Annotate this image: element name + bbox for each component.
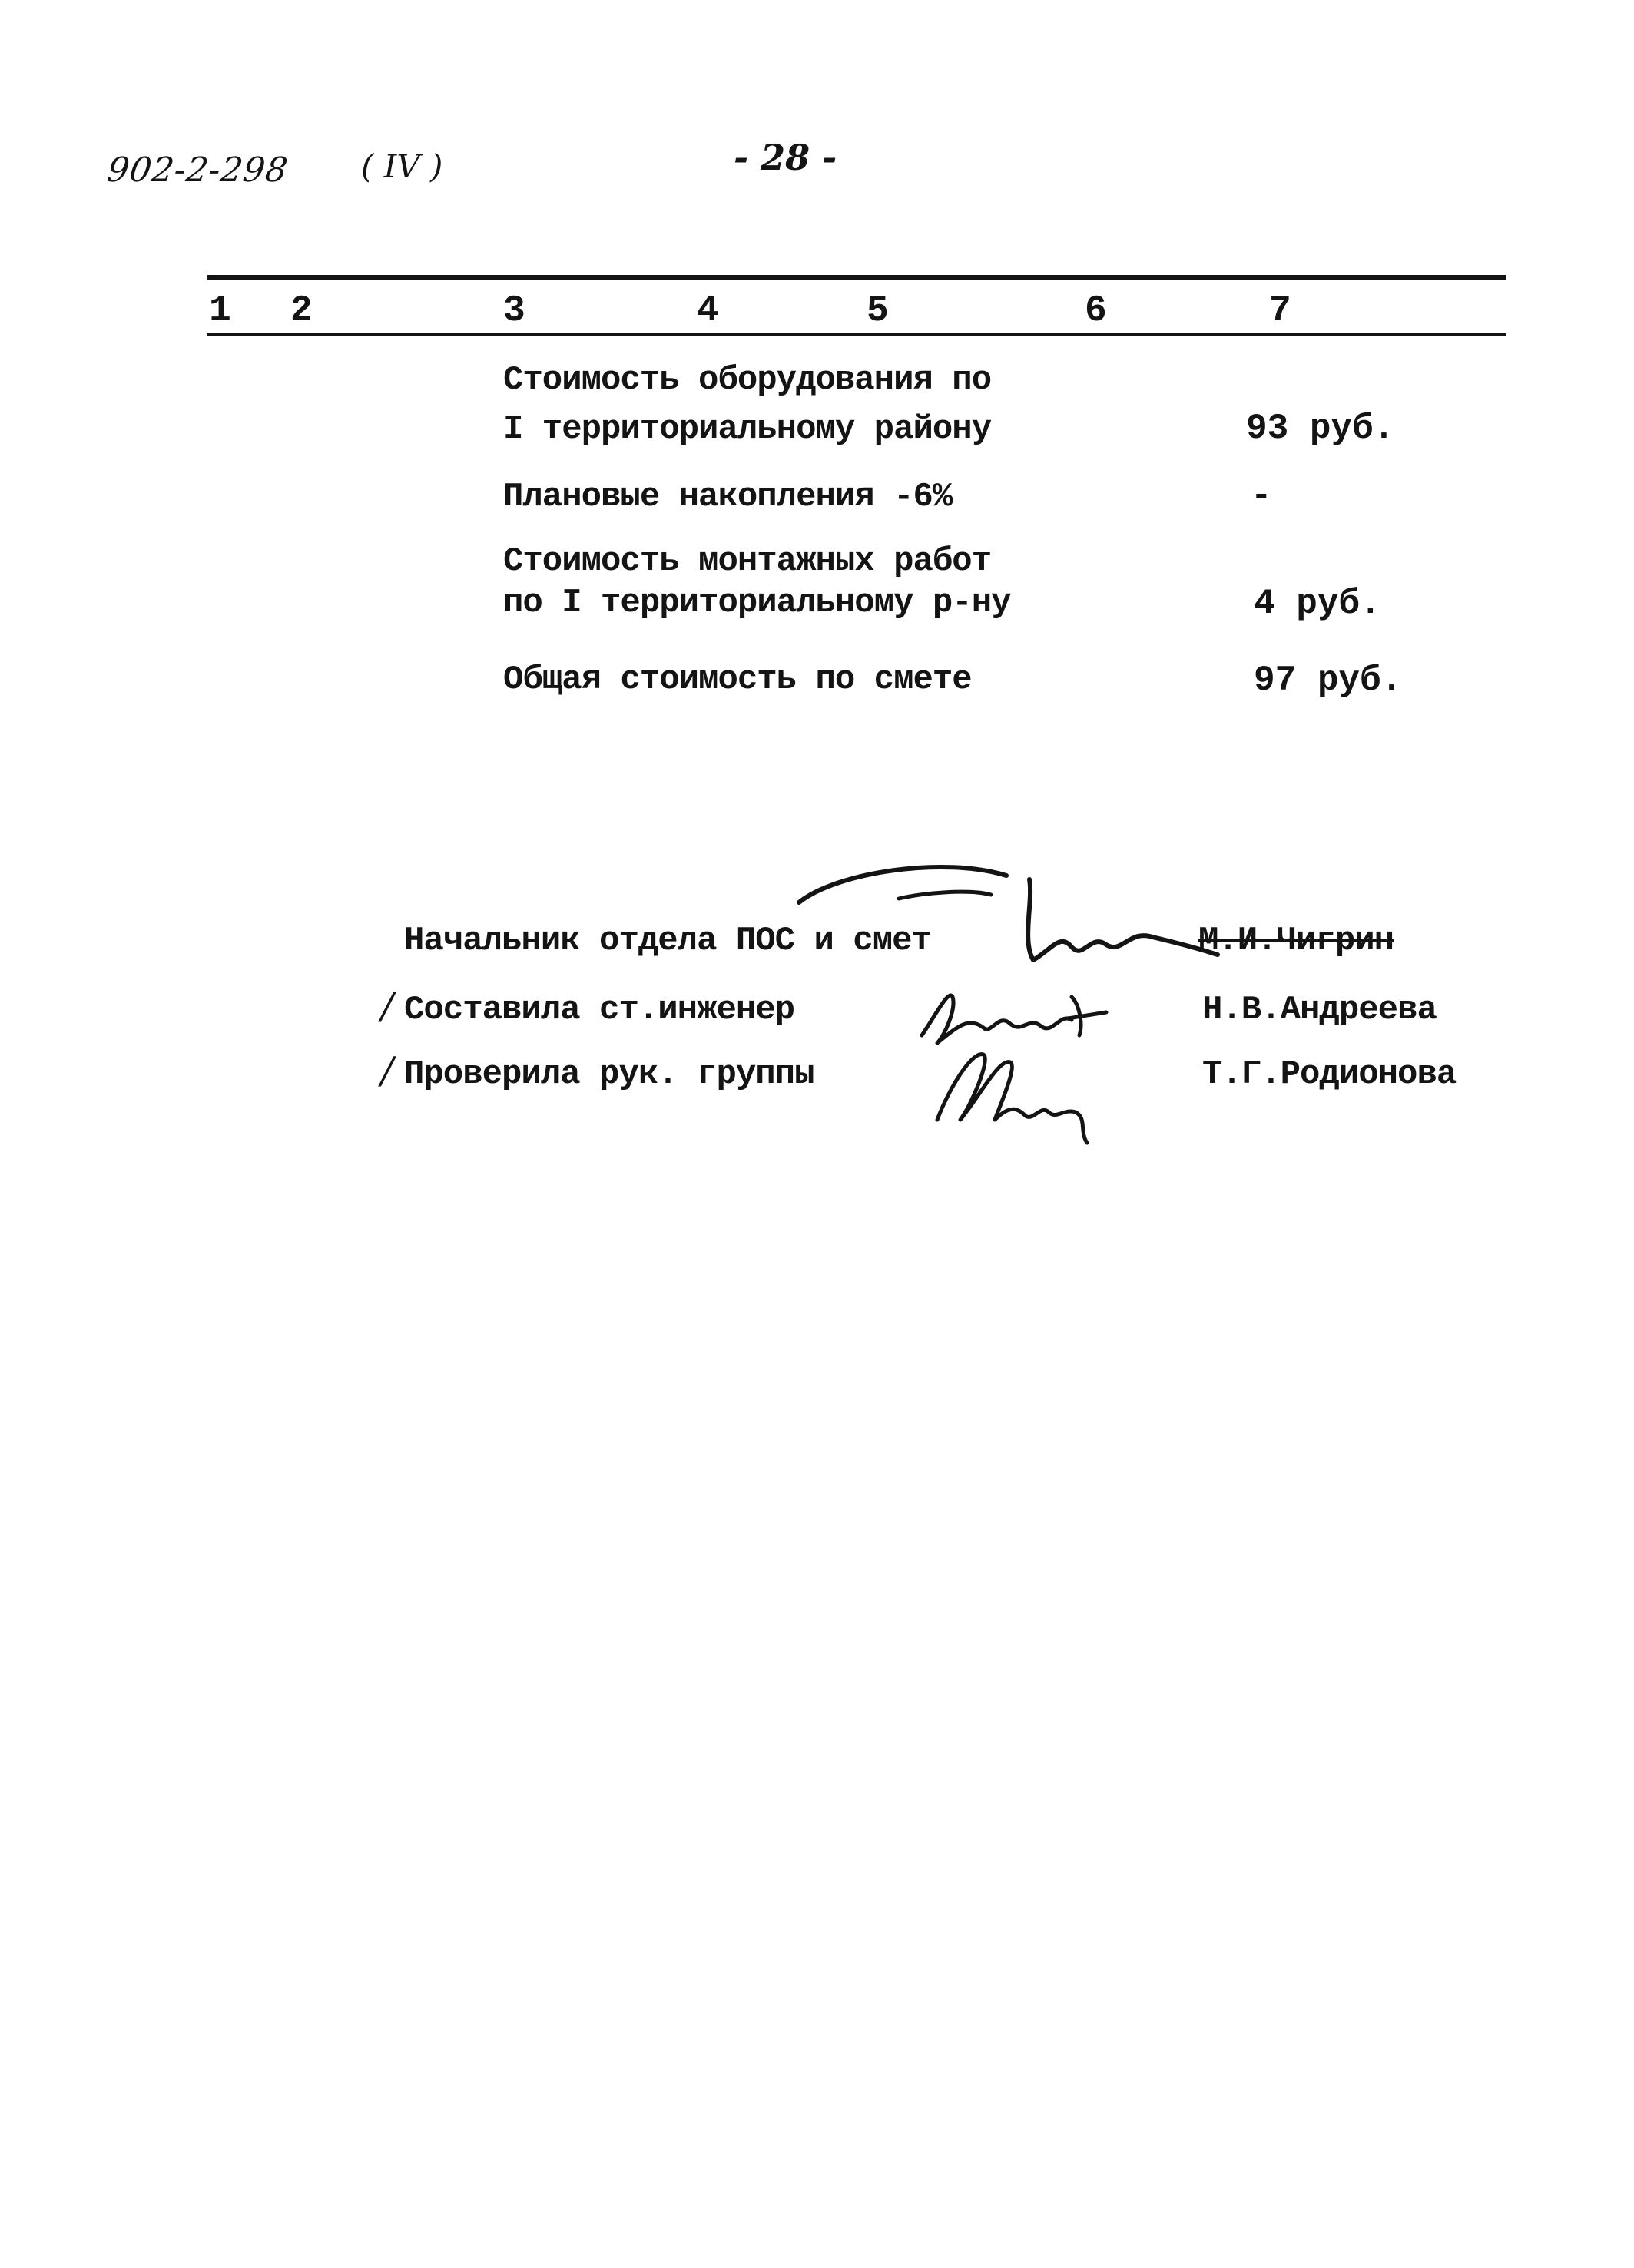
slash-mark: /: [381, 1049, 394, 1092]
row-1-text-line-2: I территориальному району: [503, 410, 992, 449]
table-header-rule: [207, 333, 1506, 336]
signer-1-role: Начальник отдела ПОС и смет: [404, 922, 931, 960]
signer-2-role: Составила ст.инженер: [404, 991, 795, 1029]
table-top-rule: [207, 275, 1506, 280]
column-number-4: 4: [697, 290, 719, 332]
sheet-mark: ( IV ): [361, 147, 443, 185]
slash-mark: /: [381, 985, 394, 1028]
signer-2-name: Н.В.Андреева: [1202, 991, 1437, 1029]
column-number-3: 3: [503, 290, 525, 332]
row-1-amount: 93 руб.: [1246, 409, 1395, 449]
row-3-amount: 4 руб.: [1254, 584, 1381, 624]
row-2-amount: -: [1251, 476, 1272, 516]
row-4-text-line-1: Общая стоимость по смете: [503, 661, 972, 699]
row-3-text-line-1: Стоимость монтажных работ: [503, 542, 992, 581]
row-1-text-line-1: Стоимость оборудования по: [503, 361, 992, 399]
column-number-1: 1: [209, 290, 231, 332]
row-4-amount: 97 руб.: [1254, 661, 1403, 700]
signer-1-name: М.И.Чигрин: [1198, 922, 1394, 960]
column-number-6: 6: [1085, 290, 1107, 332]
signer-3-name: Т.Г.Родионова: [1202, 1055, 1457, 1094]
row-2-text-line-1: Плановые накопления -6%: [503, 478, 953, 516]
row-3-text-line-2: по I территориальному р-ну: [503, 584, 1011, 622]
column-number-5: 5: [867, 290, 889, 332]
document-code: 902-2-298: [104, 151, 291, 190]
column-number-7: 7: [1269, 290, 1291, 332]
signature-1-handwritten: [791, 856, 1221, 972]
signature-3-handwritten: [926, 1035, 1102, 1151]
signer-3-role: Проверила рук. группы: [404, 1055, 814, 1094]
column-number-2: 2: [290, 290, 313, 332]
page-number: - 28 -: [734, 137, 837, 178]
